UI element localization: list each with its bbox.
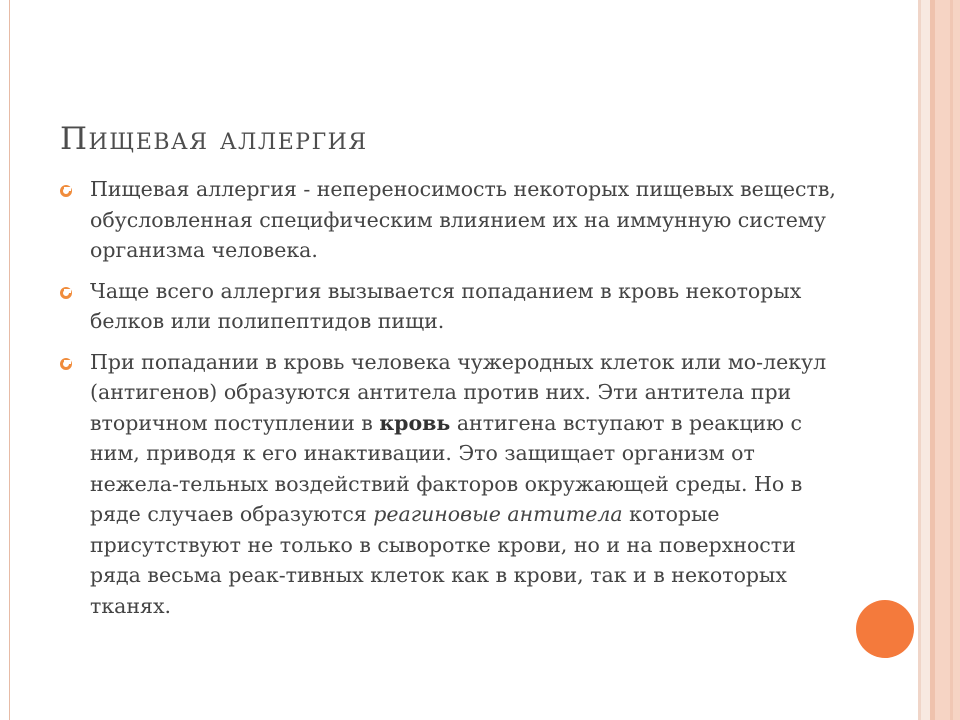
bullet-text: Чаще всего аллергия вызывается попаданием в кровь некоторых белков или полипептидов пищи. [90,278,802,333]
slide-title: Пищевая аллергия [60,120,368,157]
right-stripe [950,0,953,720]
ring-bullet-icon [60,185,72,197]
bullet-item [58,174,838,266]
right-stripe [921,0,930,720]
bullet-text-part: При попадании в кровь человека чужеродных клеток или мо-лекул (антигенов) образуются антитела против них. Эти антитела при вторичном поступлении в [90,349,827,435]
bullet-text-part: антигена вступают в реакцию с ним, приводя к его инактивации. Это защищает организм от нежела-тельных воздействий факторов окружающей среды. Но в ряде случаев образуются [90,410,803,526]
ring-bullet-icon [60,287,72,299]
bullet-list [58,174,838,631]
right-stripe [935,0,960,720]
orange-circle-decoration [856,600,914,658]
bullet-item [58,347,838,622]
bold-word: кровь [379,410,451,435]
ring-bullet-icon [60,358,72,370]
italic-term: реагиновые антитела [373,502,623,526]
bullet-text: Пищевая аллергия - непереносимость некоторых пищевых веществ, обусловленная специфическим влиянием их на иммунную систему организма человека. [90,177,836,262]
bullet-item [58,276,838,337]
bullet-text-part: которые присутствуют не только в сыворотке крови, но и на поверхности ряда весьма реак-тивных клеток как в крови, так и в некоторых тканях. [90,502,796,618]
left-border-line [9,0,10,720]
